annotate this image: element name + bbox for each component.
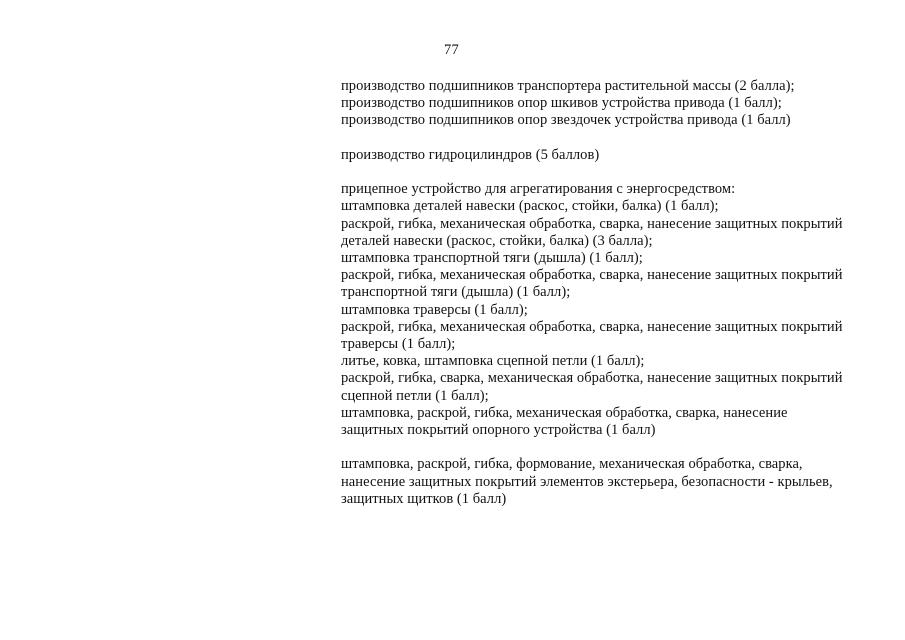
text-line: защитных щитков (1 балл) — [341, 490, 507, 507]
text-line: траверсы (1 балл); — [341, 336, 456, 353]
text-line: деталей навески (раскос, стойки, балка) (3 балла); — [341, 232, 653, 249]
page-number: 77 — [444, 42, 459, 58]
text-line: транспортной тяги (дышла) (1 балл); — [341, 284, 571, 301]
text-line: штамповка транспортной тяги (дышла) (1 балл); — [341, 250, 643, 266]
paragraph-hydraulic-cylinders — [341, 147, 881, 164]
text-line: штамповка, раскрой, гибка, формование, механическая обработка, сварка, — [341, 456, 803, 473]
text-line: нанесение защитных покрытий элементов экстерьера, безопасности - крыльев, — [341, 473, 833, 490]
text-line: штамповка траверсы (1 балл); — [341, 301, 528, 318]
paragraph-hitch-device — [341, 181, 881, 439]
text-line: производство гидроцилиндров (5 баллов) — [341, 146, 600, 163]
text-line: защитных покрытий опорного устройства (1 балл) — [341, 422, 656, 439]
paragraph-exterior-elements — [341, 456, 881, 508]
document-body — [341, 78, 881, 508]
text-line: производство подшипников опор звездочек устройства привода (1 балл) — [341, 112, 791, 129]
text-line: сцепной петли (1 балл); — [341, 387, 489, 404]
text-line: литье, ковка, штамповка сцепной петли (1 балл); — [341, 353, 645, 370]
text-line: раскрой, гибка, механическая обработка, сварка, нанесение защитных покрытий — [341, 318, 843, 335]
text-line: штамповка деталей навески (раскос, стойки, балка) (1 балл); — [341, 198, 719, 215]
paragraph-bearings — [341, 78, 881, 130]
text-line: производство подшипников опор шкивов устройства привода (1 балл); — [341, 95, 782, 112]
text-line: раскрой, гибка, механическая обработка, сварка, нанесение защитных покрытий — [341, 267, 843, 284]
text-line: раскрой, гибка, механическая обработка, сварка, нанесение защитных покрытий — [341, 215, 843, 232]
text-line: прицепное устройство для агрегатирования с энергосредством: — [341, 181, 736, 198]
text-line: производство подшипников транспортера растительной массы (2 балла); — [341, 78, 795, 94]
text-line: раскрой, гибка, сварка, механическая обработка, нанесение защитных покрытий — [341, 370, 843, 387]
text-line: штамповка, раскрой, гибка, механическая обработка, сварка, нанесение — [341, 404, 788, 421]
